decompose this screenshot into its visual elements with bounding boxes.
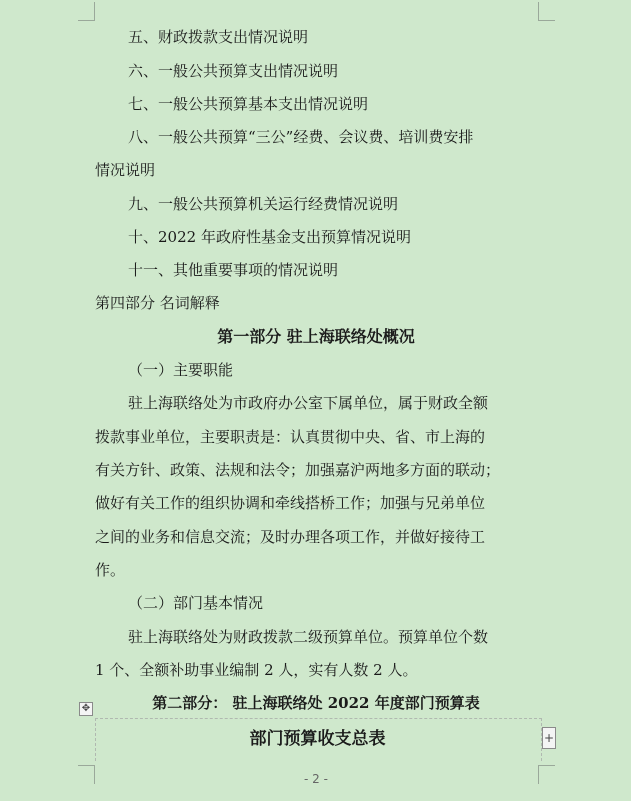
add-column-icon[interactable]: + xyxy=(542,727,556,749)
page-number: - 2 - xyxy=(304,772,328,786)
toc-item-7: 七、一般公共预算基本支出情况说明 xyxy=(128,95,369,113)
crop-mark-bottom-right xyxy=(538,765,555,784)
para1-line2: 拨款事业单位，主要职责是：认真贯彻中央、省、市上海的 xyxy=(95,428,486,446)
toc-item-6: 六、一般公共预算支出情况说明 xyxy=(128,62,339,80)
toc-item-5: 五、财政拨款支出情况说明 xyxy=(128,28,309,46)
toc-item-9: 九、一般公共预算机关运行经费情况说明 xyxy=(128,195,399,213)
para2-line1: 驻上海联络处为财政拨款二级预算单位。预算单位个数 xyxy=(128,628,489,646)
part1-sub2: （二）部门基本情况 xyxy=(128,594,264,612)
table-title: 部门预算收支总表 xyxy=(249,729,386,749)
table-move-handle-icon[interactable]: ✥ xyxy=(79,702,93,716)
crop-mark-top-right xyxy=(538,2,555,21)
para1-line5: 之间的业务和信息交流；及时办理各项工作，并做好接待工 xyxy=(95,528,486,546)
toc-item-8: 八、一般公共预算“三公”经费、会议费、培训费安排 xyxy=(128,128,474,146)
toc-item-8-cont: 情况说明 xyxy=(95,161,156,179)
toc-item-11: 十一、其他重要事项的情况说明 xyxy=(128,261,339,279)
part2-heading: 第二部分： 驻上海联络处 2022 年度部门预算表 xyxy=(152,694,480,712)
part1-heading: 第一部分 驻上海联络处概况 xyxy=(217,327,415,346)
part1-sub1: （一）主要职能 xyxy=(128,361,234,379)
para1-line1: 驻上海联络处为市政府办公室下属单位，属于财政全额 xyxy=(128,394,489,412)
toc-item-10: 十、2022 年政府性基金支出预算情况说明 xyxy=(128,228,411,246)
toc-part4: 第四部分 名词解释 xyxy=(95,294,220,312)
para1-line4: 做好有关工作的组织协调和牵线搭桥工作；加强与兄弟单位 xyxy=(95,494,486,512)
para1-line6: 作。 xyxy=(95,561,126,579)
crop-mark-top-left xyxy=(78,2,95,21)
para1-line3: 有关方针、政策、法规和法令；加强嘉沪两地多方面的联动； xyxy=(95,461,501,479)
para2-line2: 1 个、全额补助事业编制 2 人，实有人数 2 人。 xyxy=(95,661,418,679)
crop-mark-bottom-left xyxy=(78,765,95,784)
